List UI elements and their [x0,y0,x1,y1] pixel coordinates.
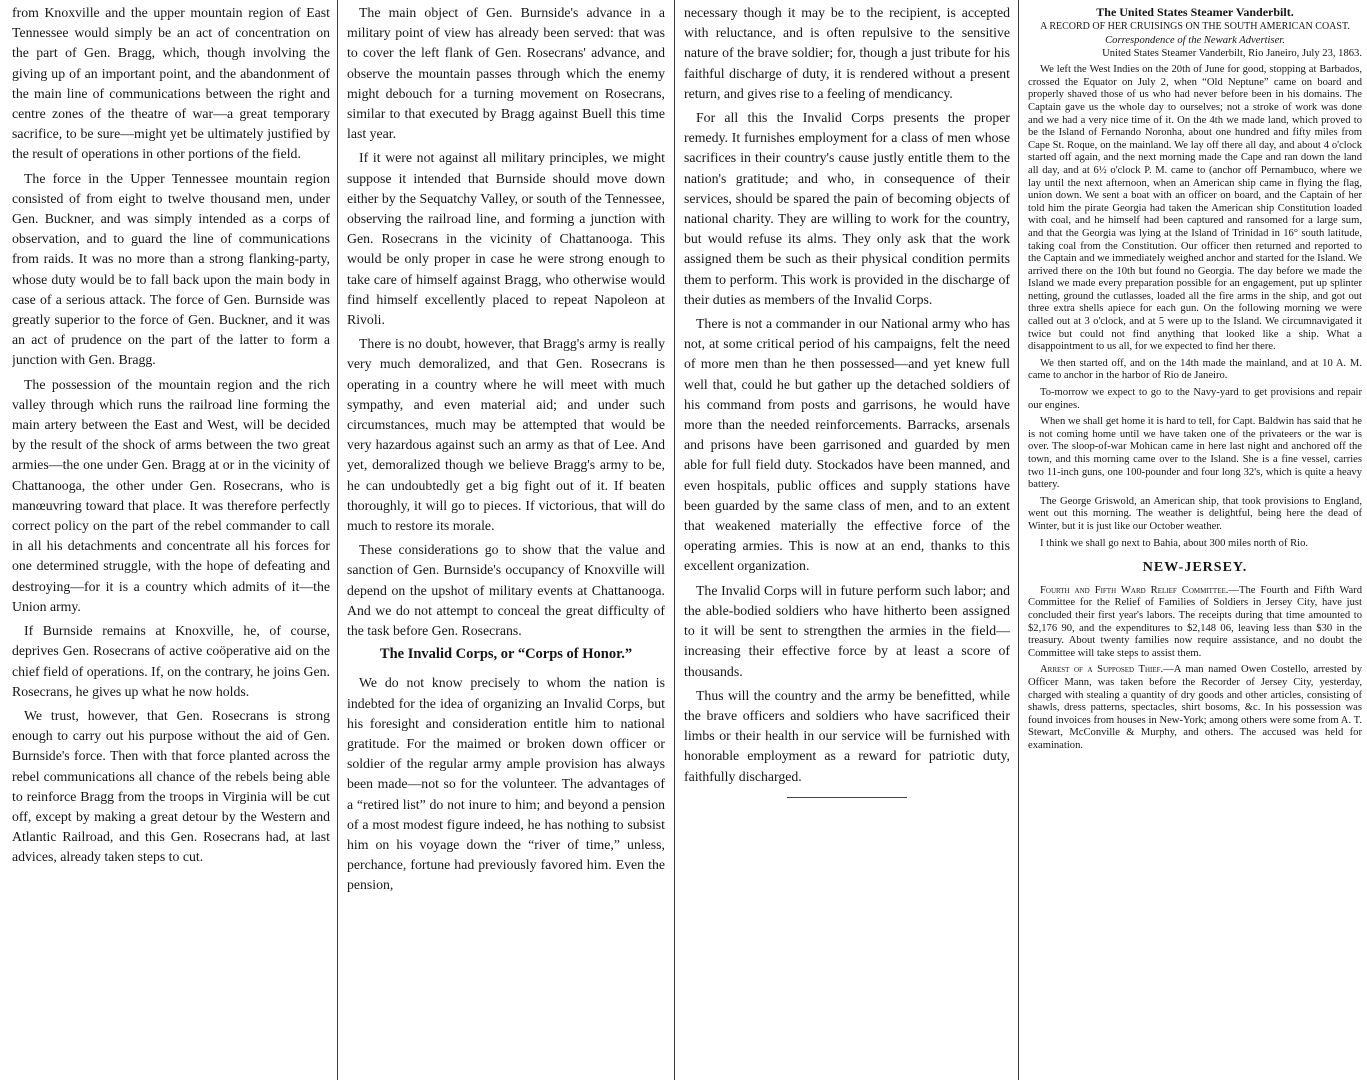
paragraph: We do not know precisely to whom the nation is indebted for the idea of organizing an Invalid Corps, but his foresight and consideration entitle him to national gratitude. For the maimed or broken down officer or soldier of the regular army ample provision has always been made—not so for the volunteer. The advantages of a “retired list” do not inure to him; and beyond a pension of a most modest figure indeed, he has nothing to subsist him on his voyage down the “river of time,” unless, perchance, fortune had previously favored him. Even the pension, [347,675,665,893]
paragraph: We then started off, and on the 14th made the mainland, and at 10 A. M. came to anchor in the harbor of Rio de Janeiro. [1028,357,1362,382]
paragraph: To-morrow we expect to go to the Navy-yard to get provisions and repair our engines. [1028,387,1362,411]
paragraph: We trust, however, that Gen. Rosecrans is strong enough to carry out his purpose without the aid of Gen. Burnside's force. Then with that force planted across the rebel communications all chance of the rebels being able to reinforce Bragg from the troops in Virginia will be cut off, except by making a great detour by the Western and Atlantic Railroad, and this Gen. Rosecrans had, at last advices, already taken steps to cut. [12,707,330,865]
section-heading: NEW-JERSEY. [1142,560,1248,576]
paragraph: I think we shall go next to Bahia, about 300 miles north of Rio. [1040,537,1309,549]
paragraph: The possession of the mountain region and the rich valley through which runs the railroad line forming the main artery between the East and West, will be decided by the result of the shock of arms between the two great armies—the one under Gen. Bragg at or in the vicinity of Chattanooga, the other under Gen. Rosecrans, who is manœuvring toward that place. It was therefore perfectly correct policy on the part of the rebel commander to call in all his detachments and concentrate all his forces for one determined struggle, with the hope of defeating and destroying—for it is a country which admits of it—the Union army. [12,376,330,614]
article-subheading: A RECORD OF HER CRUISINGS ON THE SOUTH AMERICAN COAST. [1040,21,1350,32]
column-rule [337,0,338,1080]
news-item [1028,585,1362,661]
paragraph: If it were not against all military principles, we might suppose it intended that Burnside should move down either by the Sequatchy Valley, or south of the Tennessee, observing the railroad line, and forming a junction with Gen. Rosecrans in the vicinity of Chattanooga. This would be only proper in case he were strong enough to take care of himself against Bragg, who otherwise would find himself excellently placed to repeat Napoleon at Rivoli. [347,150,665,328]
paragraph: The Invalid Corps will in future perform such labor; and the able-bodied soldiers who have hitherto been assigned to it will be sent to strengthen the armies in the field—increasing their effective force by at least a score of thousands. [684,582,1010,679]
paragraph: There is no doubt, however, that Bragg's army is really very much demoralized, and that Gen. Rosecrans is operating in a country where he will meet with much sympathy, and even material aid; and under such circumstances, much may be attempted that would be very hazardous against such an army as that of Lee. And yet, demoralized though we believe Bragg's army to be, he can undoubtedly get a big fight out of it. If beaten thoroughly, it will go to pieces. If victorious, that will do much to restore its morale. [347,336,665,534]
column-1 [12,3,330,1080]
paragraph: Thus will the country and the army be benefitted, while the brave officers and soldiers who have sacrificed their limbs or their health in our service will be furnished with honorable employment as a reward for patriotic duty, faithfully discharged. [684,687,1010,784]
paragraph: We left the West Indies on the 20th of June for good, stopping at Barbados, crossed the Equator on July 2, when “Old Neptune” came on board and properly shaved those of us who had never before been in his domains. The Captain gave us the whole day to ourselves; not a stroke of work was done and we had a very nice time of it. On the 4th we made land, which proved to be the Island of Fernando Noronha, about one hundred and fifty miles from Cape St. Roque, on the mainland. We lay off there all day, and about 4 o'clock started off again, and the next morning made the Cape and ran down the land all day, and at 6½ o'clock P. M. came to (anchor off Pernambuco, where we lay until the next afternoon, when an American ship came in flying the flag, union down. We sent a boat with an officer on board, and the Captain of her told him the pirate Georgia had taken the American ship Constitution loaded with coal, and he himself had been captured and ransomed for a large sum, and that the Georgia was lying at the Island of Trinidad in 16° south latitude, taking coal from the Constitution. Our officer then returned and reported to the Captain and we immediately weighed anchor and started for the Island. We arrived there on the 10th but found no Georgia. The day before we made the Island we made every preparation possible for an engagement, put up splinter netting, ground the cutlasses, loaded all the fire arms in the ship, and got out three extra shells apiece for each gun. On the following morning we were called out at 3 o'clock, and at 5 were up to the Island. We circumnavigated it twice but could not find anything that looked like a ship. What a disappointment to us all, for we expected to find her there. [1028,64,1362,353]
paragraph: The George Griswold, an American ship, that took provisions to England, went out this morning. The weather is delightful, being here the dead of Winter, but it is just like our October weather. [1028,495,1362,532]
paragraph: If Burnside remains at Knoxville, he, of course, deprives Gen. Rosecrans of active coöperative aid on the chief field of operations. If, on the contrary, he joins Gen. Rosecrans, he gives up what he now holds. [12,623,330,699]
paragraph: There is not a commander in our National army who has not, at some critical period of his campaigns, felt the need of more men than he then possessed—and yet knew full well that, could he but gather up the detached soldiers of his command from posts and garrisons, he would have more than the needed reinforcements. Barracks, arsenals and prisons have been garrisoned and guarded by men able for full field duty. Stockados have been manned, and even hospitals, public offices and supply stations have been guarded by the same class of men, and to an extent that weakened materially the effective force of the operating armies. This is now at an end, thanks to this excellent organization. [684,316,1010,574]
paragraph: necessary though it may be to the recipient, is accepted with reluctance, and is often repulsive to the sensitive nature of the brave soldier; for, though a just tribute for his faithful discharge of duty, it is rendered without a present return, and gives rise to a feeling of mendicancy. [684,5,1010,101]
dateline: United States Steamer Vanderbilt, Rio Janeiro, July 23, 1863. [1102,47,1362,59]
article-heading: The United States Steamer Vanderbilt. [1096,5,1294,19]
correspondence-line: Correspondence of the Newark Advertiser. [1105,35,1285,46]
article-heading: The Invalid Corps, or “Corps of Honor.” [379,646,633,663]
news-item-text: —The Fourth and Fifth Ward Committee for the Relief of Families of Soldiers in Jersey City, have just concluded their first year's labors. The receipts during that time amounted to $2,176 90, and the expenditures to $2,148 06, leaving less than $30 in the treasury. About twenty families now require assistance, and no doubt the Committee will take steps to assist them. [1028,584,1362,659]
paragraph: When we shall get home it is hard to tell, for Capt. Baldwin has said that he is not coming home until we have taken one of the privateers or the war is over. The sloop-of-war Mohican came in here last night and anchored off the town, and this morning came over to the Island. She is a fine vessel, carries two 11-inch guns, one 100-pounder and four long 32's, which is quite a heavy battery. [1028,416,1362,491]
news-item-text: —A man named Owen Costello, arrested by Officer Mann, was taken before the Recorder of Jersey City, yesterday, charged with stealing a quantity of dry goods and other articles, consisting of shawls, dress patterns, spectacles, shirt bosoms, &c. In his possession was found invoices from houses in New-York; among others were some from A. T. Stewart, McConville & Murphy, and others. The accused was held for examination. [1028,664,1362,751]
column-rule [674,0,675,1080]
paragraph: The force in the Upper Tennessee mountain region consisted of from eight to twelve thousand men, under Gen. Buckner, and was simply intended as a corps of observation, and to guard the line of communications from raids. It was no more than a strong flanking-party, whose duty would be to fall back upon the main body in case of a serious attack. The force of Gen. Burnside was greatly superior to the force of Gen. Buckner, and it was an act of prudence on the part of the latter to form a junction with Gen. Bragg. [12,170,330,368]
end-rule [787,797,907,798]
paragraph: from Knoxville and the upper mountain region of East Tennessee would simply be an act of concentration on the part of Gen. Bragg, which, though involving the giving up of an important point, and the abandonment of the main line of communications between the right and centre zones of the theatre of war—a great temporary sacrifice, to be sure—might yet be ultimately justified by the result of operations in other portions of the field. [12,5,330,162]
column-3 [684,3,1010,1080]
news-item [1028,664,1362,752]
column-4 [1028,3,1362,1080]
paragraph: For all this the Invalid Corps presents the proper remedy. It furnishes employment for a class of men whose sacrifices in their country's cause justly entitle them to the nation's gratitude; and who, in consequence of their services, should be spared the pain of becoming objects of national charity. They are willing to work for the country, but would refuse its alms. They only ask that the work assigned them be such as their physical condition permits them to perform. This work is provided in the discharge of their duties as members of the Invalid Corps. [684,110,1010,307]
column-rule [1018,0,1019,1080]
paragraph: The main object of Gen. Burnside's advance in a military point of view has already been served: that was to cover the left flank of Gen. Rosecrans' advance, and observe the mountain passes through which the enemy might debouch for a turning movement on Rosecrans, similar to that executed by Bragg against Buell this time last year. [347,5,665,142]
news-item-lead: Arrest of a Supposed Thief. [1040,664,1164,676]
news-item-lead: Fourth and Fifth Ward Relief Committee. [1040,584,1229,596]
paragraph: These considerations go to show that the value and sanction of Gen. Burnside's occupancy of Knoxville will depend on the upshot of military events at Chattanooga. And we do not attempt to conceal the great difficulty of the task before Gen. Rosecrans. [347,542,665,639]
column-2 [347,3,665,1080]
